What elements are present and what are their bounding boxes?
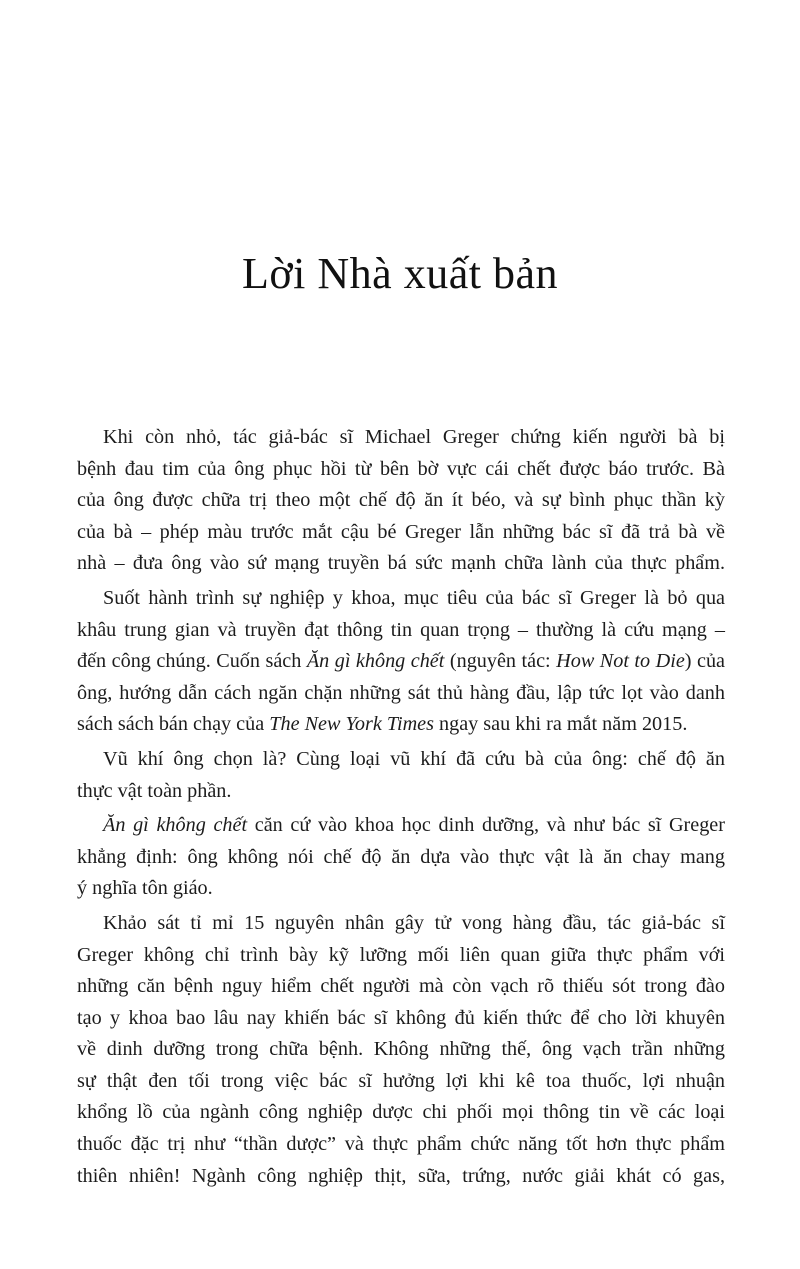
text-run: ngay sau khi ra mắt năm 2015. xyxy=(433,713,688,736)
paragraph-1 xyxy=(77,422,725,580)
paragraph-line: về dinh dưỡng trong chữa bệnh. Không những thế, ông vạch trần những xyxy=(77,1038,725,1061)
text-run: căn cứ vào khoa học dinh dưỡng, và như bác sĩ Greger xyxy=(247,814,725,837)
text-run: đến công chúng. Cuốn sách xyxy=(77,650,307,673)
paragraph-4 xyxy=(77,810,725,905)
paragraph-line: Vũ khí ông chọn là? Cùng loại vũ khí đã cứu bà của ông: chế độ ăn xyxy=(103,747,725,770)
paragraph-line xyxy=(77,810,725,842)
book-title-vi: Ăn gì không chết xyxy=(103,814,248,837)
paragraph-line: Khi còn nhỏ, tác giả-bác sĩ Michael Greger chứng kiến người bà bị xyxy=(103,426,725,448)
paragraph-line: ý nghĩa tôn giáo. xyxy=(77,877,213,900)
paragraph-line: khâu trung gian và truyền đạt thông tin quan trọng – thường là cứu mạng – xyxy=(77,618,725,641)
paragraph-line: khổng lồ của ngành công nghiệp dược chi phối mọi thông tin về các loại xyxy=(77,1101,725,1124)
paragraph-line: thực vật toàn phần. xyxy=(77,779,232,802)
paragraph-line xyxy=(77,646,725,678)
text-run: ) của xyxy=(684,650,726,673)
paragraph-line: bệnh đau tim của ông phục hồi từ bên bờ vực cái chết được báo trước. Bà xyxy=(77,457,725,480)
paragraph-line: thiên nhiên! Ngành công nghiệp thịt, sữa, trứng, nước giải khát có gas, xyxy=(77,1164,725,1187)
paragraph-line: ông, hướng dẫn cách ngăn chặn những sát thủ hàng đầu, lập tức lọt vào danh xyxy=(77,681,725,704)
paragraph-line: khẳng định: ông không nói chế độ ăn dựa vào thực vật là ăn chay mang xyxy=(77,845,725,868)
paragraph-line: của bà – phép màu trước mắt cậu bé Greger lẫn những bác sĩ đã trả bà về xyxy=(77,520,725,543)
paragraph-line: của ông được chữa trị theo một chế độ ăn ít béo, và sự bình phục thần kỳ xyxy=(77,489,725,512)
paragraph-5 xyxy=(77,908,725,1192)
paragraph-line: thuốc đặc trị như “thần dược” và thực phẩm chức năng tốt hơn thực phẩm xyxy=(77,1133,725,1156)
body-text xyxy=(77,422,725,1192)
paragraph-3 xyxy=(77,744,725,807)
paragraph-line: Suốt hành trình sự nghiệp y khoa, mục tiêu của bác sĩ Greger là bỏ qua xyxy=(103,586,725,609)
text-run: (nguyên tác: xyxy=(444,650,557,673)
book-title-original: How Not to Die xyxy=(556,650,685,673)
paragraph-line: nhà – đưa ông vào sứ mạng truyền bá sức mạnh chữa lành của thực phẩm. xyxy=(77,552,725,575)
text-run: sách sách bán chạy của xyxy=(77,713,270,736)
page-title: Lời Nhà xuất bản xyxy=(242,249,558,298)
paragraph-line: Greger không chỉ trình bày kỹ lưỡng mối liên quan giữa thực phẩm với xyxy=(77,943,725,966)
paragraph-line xyxy=(77,709,725,741)
paragraph-line: Khảo sát tỉ mỉ 15 nguyên nhân gây tử vong hàng đầu, tác giả-bác sĩ xyxy=(103,911,725,934)
book-title-vi: Ăn gì không chết xyxy=(306,650,445,673)
paragraph-line: tạo y khoa bao lâu nay khiến bác sĩ không đủ kiến thức để cho lời khuyên xyxy=(77,1006,725,1029)
newspaper-title: The New York Times xyxy=(269,713,434,736)
paragraph-line: sự thật đen tối trong việc bác sĩ hưởng lợi khi kê toa thuốc, lợi nhuận xyxy=(77,1069,725,1092)
paragraph-2 xyxy=(77,583,725,741)
paragraph-line: những căn bệnh nguy hiểm chết người mà còn vạch rõ thiếu sót trong đào xyxy=(77,975,725,998)
